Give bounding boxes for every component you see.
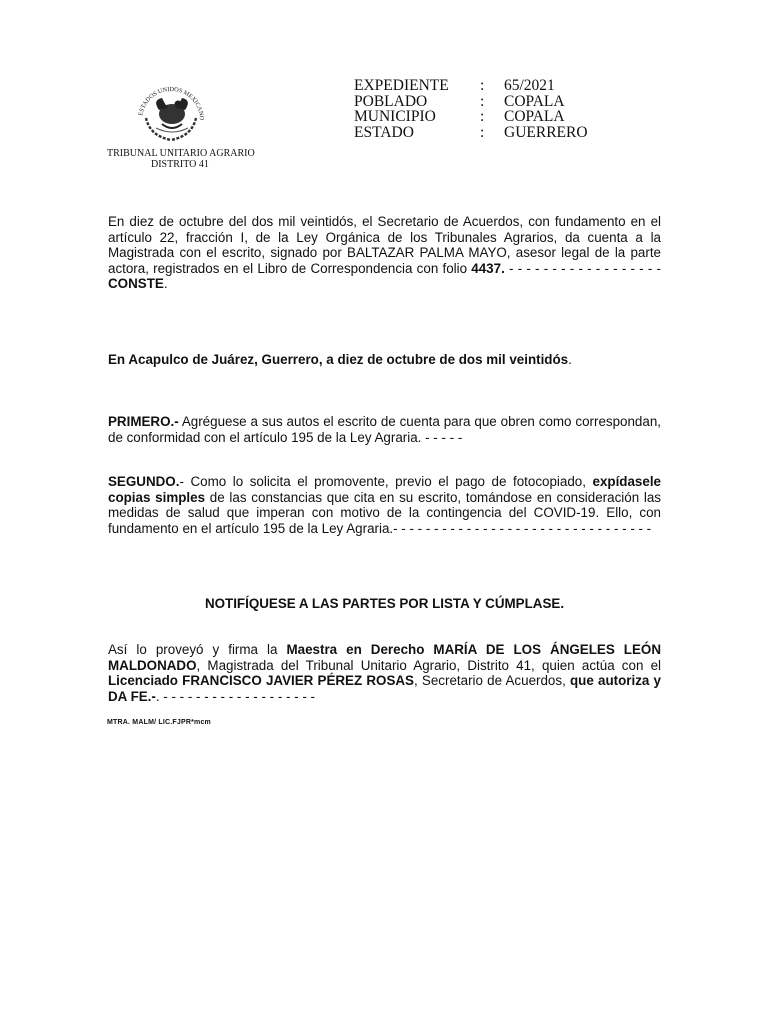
header-row-municipio — [354, 109, 588, 125]
signature-text-1: Así lo proveyó y firma la — [108, 642, 287, 657]
header-label: ESTADO — [354, 123, 414, 141]
copies-phrase: expídasele copias simples — [108, 474, 661, 505]
header-row-poblado — [354, 94, 588, 110]
period: . — [163, 276, 168, 292]
dash-filler: . - - - - - - - - - - - - - - - - - - - — [155, 688, 315, 704]
dash-filler: - - - - - - - - - - - - - - - - - - — [504, 260, 661, 276]
court-name-line1: TRIBUNAL UNITARIO AGRARIO — [107, 148, 255, 159]
header-separator: : — [480, 92, 485, 110]
court-name — [107, 148, 255, 170]
header-row-expediente — [354, 78, 588, 94]
signature-text-2: , Magistrada del Tribunal Unitario Agrario, Distrito 41, quien actúa con el — [196, 657, 661, 673]
conste-label: CONSTE — [108, 276, 164, 292]
account-paragraph — [108, 214, 661, 292]
account-text: En diez de octubre del dos mil veintidós, el Secretario de Acuerdos, con fundamento en el artículo 22, fracción I, de la Ley Orgánica de los Tribunales Agrarios, da cuenta a la Magistrada con el escrito, signado por BALTAZAR PALMA MAYO, asesor legal de la parte actora, registrados en el Libro de Correspondencia con folio — [108, 214, 661, 276]
header-label: POBLADO — [354, 92, 428, 110]
segundo-text-2: de las constancias que cita en su escrito, tomándose en consideración las medidas de salud que imperan con motivo de la contingencia del COVID-19. Ello, con fundamento en el artículo 195 de la Ley Agraria.- - - - - - - - - - - - - - - - - - - - - - - - - - - - - - - - — [108, 489, 662, 536]
primero-text: Agréguese a sus autos el escrito de cuenta para que obren como correspondan, de conformidad con el artículo 195 de la Ley Agraria. - - - - - — [108, 414, 661, 445]
secretary-name: Licenciado FRANCISCO JAVIER PÉREZ ROSAS — [108, 673, 414, 689]
magistrate-name: Maestra en Derecho MARÍA DE LOS ÁNGELES LEÓN MALDONADO — [108, 642, 662, 673]
header-value: COPALA — [504, 92, 565, 110]
seal-text: ESTADOS UNIDOS MEXICANO — [137, 85, 206, 121]
header-separator: : — [480, 77, 485, 94]
primero-label: PRIMERO.- — [108, 414, 179, 429]
period: . — [568, 352, 572, 367]
header-value: 65/2021 — [504, 77, 555, 94]
signature-text-3: , Secretario de Acuerdos, — [414, 673, 570, 689]
header-value: GUERRERO — [504, 123, 588, 141]
header-row-estado — [354, 125, 588, 141]
primero-paragraph — [108, 414, 661, 445]
header-label: MUNICIPIO — [354, 108, 436, 125]
place-date-paragraph — [108, 352, 661, 368]
notification-heading: NOTIFÍQUESE A LAS PARTES POR LISTA Y CÚMPLASE. — [204, 596, 565, 611]
case-header — [354, 78, 588, 140]
court-name-line2: DISTRITO 41 — [151, 159, 209, 170]
place-date-text: En Acapulco de Juárez, Guerrero, a diez de octubre de dos mil veintidós — [108, 352, 569, 367]
authorize-phrase: que autoriza y DA FE.- — [108, 673, 661, 704]
segundo-label: SEGUNDO. — [108, 474, 180, 489]
header-separator: : — [480, 123, 485, 141]
segundo-paragraph — [108, 474, 661, 536]
header-value: COPALA — [504, 108, 565, 125]
mexican-coat-of-arms-icon — [132, 80, 210, 146]
segundo-text-1: - Como lo solicita el promovente, previo el pago de fotocopiado, — [179, 474, 593, 489]
header-label: EXPEDIENTE — [354, 77, 449, 94]
signature-paragraph — [108, 642, 661, 704]
document-initials: MTRA. MALM/ LIC.FJPR*mcm — [107, 719, 211, 726]
mexican-coat-of-arms-seal — [132, 80, 210, 146]
header-separator: : — [480, 108, 485, 125]
folio-number: 4437. — [471, 260, 505, 276]
